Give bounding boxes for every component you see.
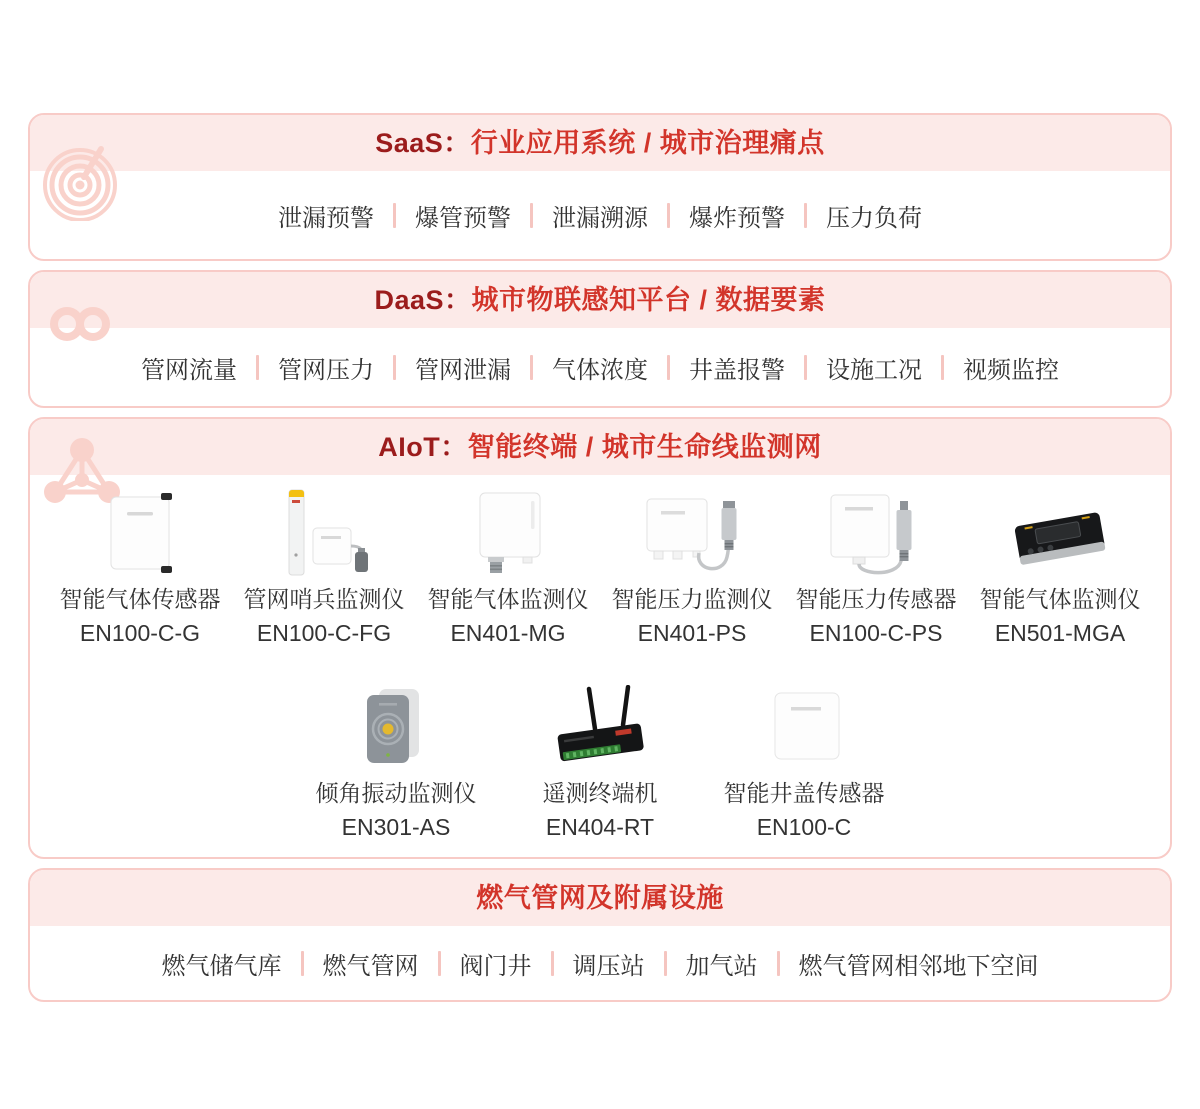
separator [256, 355, 259, 380]
list-item: 燃气管网相邻地下空间 [798, 952, 1039, 980]
daas-header-band [30, 272, 1170, 328]
separator [777, 951, 780, 976]
daas-title-prefix: DaaS： [374, 284, 472, 315]
list-item: 管网压力 [278, 356, 374, 384]
list-item: 设施工况 [826, 356, 922, 384]
aiot-title-prefix: AIoT： [378, 431, 468, 462]
separator [301, 951, 304, 976]
section-aiot [28, 417, 1172, 859]
product-en501-mga [972, 487, 1148, 649]
pressure-monitor-device-icon [617, 489, 767, 577]
device-image [249, 487, 399, 577]
separator [530, 203, 533, 228]
product-en401-ps [604, 487, 780, 649]
list-item: 气体浓度 [552, 356, 648, 384]
saas-title-prefix: SaaS： [375, 127, 471, 158]
product-model: EN301-AS [341, 814, 451, 840]
product-en100-c-ps [788, 487, 964, 649]
product-en404-rt [505, 681, 695, 843]
list-item: 管网流量 [141, 356, 237, 384]
list-item: 爆炸预警 [689, 204, 785, 232]
separator [667, 355, 670, 380]
aiot-product-row-1 [30, 487, 1170, 649]
product-en100-c [709, 681, 899, 843]
list-item: 调压站 [572, 952, 645, 980]
aiot-title-rest: 智能终端 / 城市生命线监测网 [467, 431, 822, 462]
list-item: 井盖报警 [689, 356, 785, 384]
list-item: 管网泄漏 [415, 356, 511, 384]
aiot-title [378, 431, 822, 462]
separator [941, 355, 944, 380]
device-image [801, 487, 951, 577]
gas-sensor-device-icon [65, 489, 215, 577]
list-item: 泄漏溯源 [552, 204, 648, 232]
device-image [525, 681, 675, 771]
separator [530, 355, 533, 380]
saas-header-band [30, 115, 1170, 171]
product-name: 智能气体传感器 [59, 586, 221, 612]
product-en401-mg [420, 487, 596, 649]
aiot-header-band [30, 419, 1170, 475]
list-item: 泄漏预警 [278, 204, 374, 232]
product-model: EN501-MGA [994, 620, 1126, 646]
list-item: 爆管预警 [415, 204, 511, 232]
device-image [985, 487, 1135, 577]
gas-monitor-device-icon [433, 489, 583, 577]
daas-title [374, 284, 826, 315]
separator [393, 355, 396, 380]
product-name: 智能气体监测仪 [979, 586, 1141, 612]
separator [804, 203, 807, 228]
separator [438, 951, 441, 976]
telemetry-terminal-device-icon [525, 685, 675, 771]
product-model: EN401-PS [637, 620, 747, 646]
gas-monitor-black-device-icon [985, 489, 1135, 577]
product-en301-as [301, 681, 491, 843]
product-model: EN100-C [756, 814, 852, 840]
list-item: 压力负荷 [826, 204, 922, 232]
device-image [617, 487, 767, 577]
product-model: EN401-MG [450, 620, 566, 646]
tilt-vibration-device-icon [321, 685, 471, 771]
product-name: 智能气体监测仪 [427, 586, 589, 612]
section-daas [28, 270, 1172, 408]
device-image [433, 487, 583, 577]
infra-title-text: 燃气管网及附属设施 [476, 882, 724, 913]
list-item: 燃气管网 [322, 952, 419, 980]
infra-header-band [30, 870, 1170, 926]
device-image [321, 681, 471, 771]
product-model: EN100-C-G [79, 620, 201, 646]
list-item: 视频监控 [963, 356, 1059, 384]
product-name: 智能压力监测仪 [611, 586, 773, 612]
product-model: EN100-C-FG [256, 620, 392, 646]
section-saas [28, 113, 1172, 261]
pipeline-sentinel-device-icon [249, 489, 399, 577]
product-en100-c-fg [236, 487, 412, 649]
device-image [729, 681, 879, 771]
separator [667, 203, 670, 228]
separator [393, 203, 396, 228]
product-name: 遥测终端机 [542, 780, 658, 806]
product-name: 倾角振动监测仪 [315, 780, 477, 806]
product-model: EN100-C-PS [809, 620, 943, 646]
separator [664, 951, 667, 976]
list-item: 燃气储气库 [161, 952, 282, 980]
product-name: 智能井盖传感器 [723, 780, 885, 806]
separator [804, 355, 807, 380]
separator [551, 951, 554, 976]
device-image [65, 487, 215, 577]
section-infrastructure [28, 868, 1172, 1002]
saas-items [30, 171, 1170, 259]
product-name: 智能压力传感器 [795, 586, 957, 612]
product-model: EN404-RT [545, 814, 655, 840]
list-item: 阀门井 [459, 952, 532, 980]
product-en100-c-g [52, 487, 228, 649]
manhole-sensor-device-icon [729, 685, 879, 771]
infra-items [30, 926, 1170, 1000]
list-item: 加气站 [685, 952, 758, 980]
saas-title-rest: 行业应用系统 / 城市治理痛点 [470, 127, 825, 158]
product-name: 管网哨兵监测仪 [243, 586, 405, 612]
daas-title-rest: 城市物联感知平台 / 数据要素 [471, 284, 826, 315]
aiot-product-row-2 [30, 681, 1170, 857]
pressure-sensor-device-icon [801, 489, 951, 577]
saas-title [375, 127, 825, 158]
infra-title [476, 882, 724, 913]
daas-items [30, 328, 1170, 406]
